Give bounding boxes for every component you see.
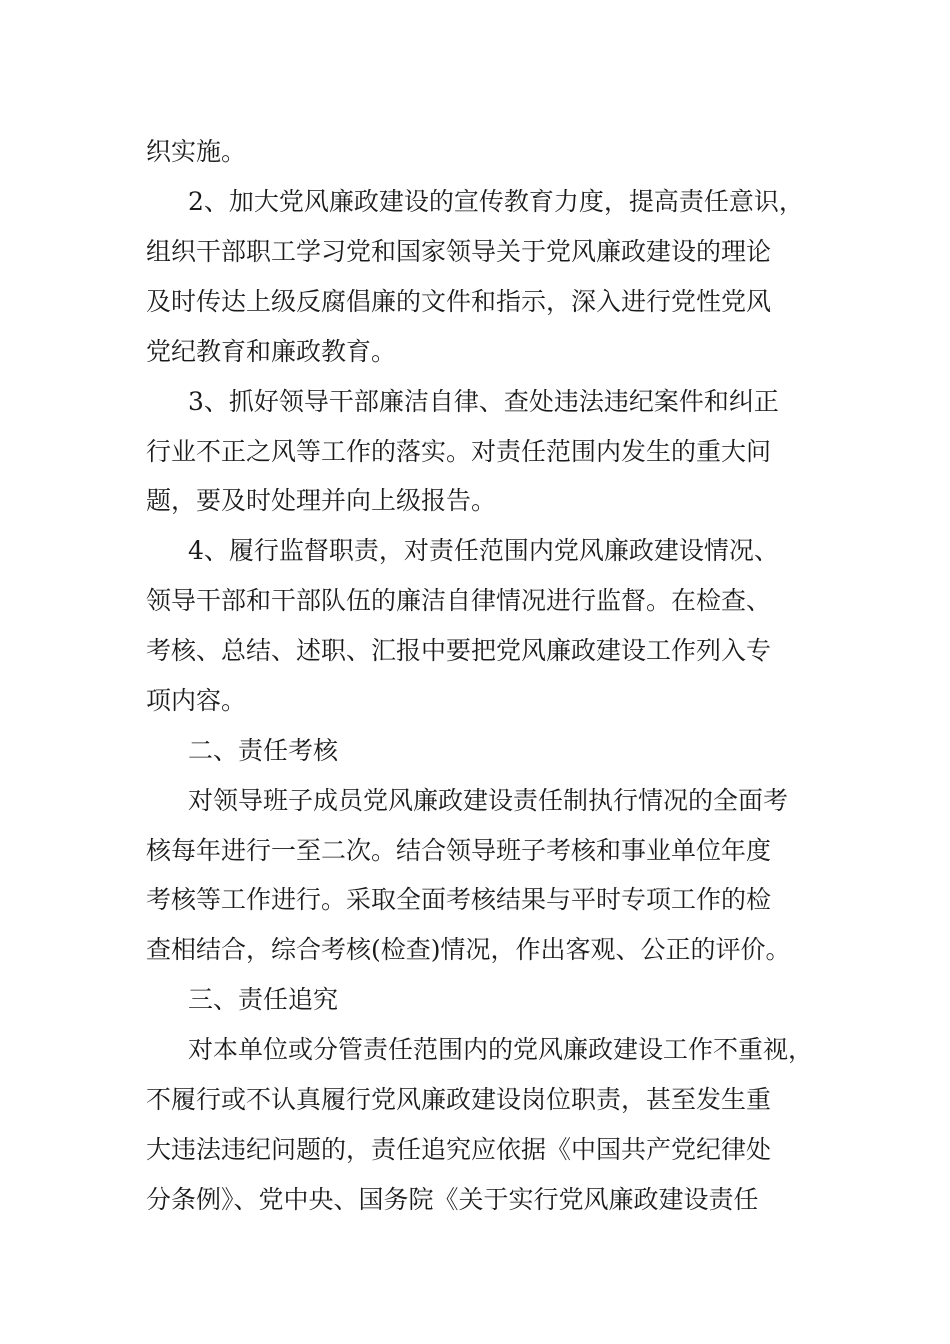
text-line: 分条例》、党中央、国务院《关于实行党风廉政建设责任 — [146, 1185, 759, 1214]
text-line: 不履行或不认真履行党风廉政建设岗位职责，甚至发生重 — [146, 1085, 772, 1114]
text-line: 对本单位或分管责任范围内的党风廉政建设工作不重视， — [188, 1035, 814, 1064]
text-line: 考核等工作进行。采取全面考核结果与平时专项工作的检 — [146, 885, 772, 914]
text-line: 3、抓好领导干部廉洁自律、查处违法违纪案件和纠正 — [188, 387, 779, 416]
text-line: 组织干部职工学习党和国家领导关于党风廉政建设的理论 — [146, 237, 772, 266]
text-line: 行业不正之风等工作的落实。对责任范围内发生的重大问 — [146, 437, 772, 466]
text-line: 对领导班子成员党风廉政建设责任制执行情况的全面考 — [188, 786, 789, 815]
text-line: 及时传达上级反腐倡廉的文件和指示，深入进行党性党风 — [146, 287, 772, 316]
text-line: 4、履行监督职责，对责任范围内党风廉政建设情况、 — [188, 536, 779, 565]
text-line: 题，要及时处理并向上级报告。 — [146, 486, 497, 515]
section-heading: 二、责任考核 — [188, 736, 339, 765]
text-line: 党纪教育和廉政教育。 — [146, 337, 397, 366]
text-line: 项内容。 — [146, 686, 247, 715]
text-line: 大违法违纪问题的，责任追究应依据《中国共产党纪律处 — [146, 1135, 772, 1164]
section-heading: 三、责任追究 — [188, 985, 339, 1014]
text-line: 查相结合，综合考核(检查)情况，作出客观、公正的评价。 — [146, 935, 791, 964]
text-line: 核每年进行一至二次。结合领导班子考核和事业单位年度 — [146, 836, 772, 865]
text-line: 考核、总结、述职、汇报中要把党风廉政建设工作列入专 — [146, 636, 772, 665]
text-line: 2、加大党风廉政建设的宣传教育力度，提高责任意识， — [188, 187, 804, 216]
text-line: 织实施。 — [146, 137, 247, 166]
text-line: 领导干部和干部队伍的廉洁自律情况进行监督。在检查、 — [146, 586, 772, 615]
